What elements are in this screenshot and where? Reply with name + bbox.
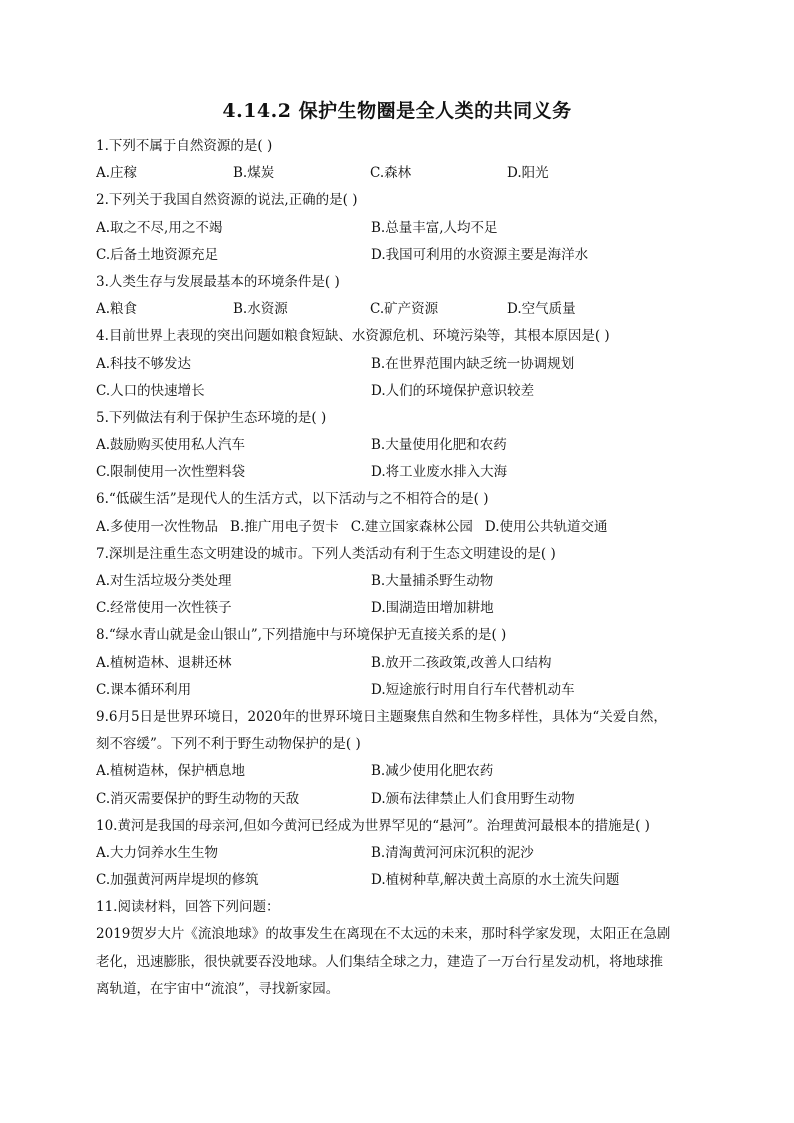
question-stem: 7.深圳是注重生态文明建设的城市。下列人类活动有利于生态文明建设的是( ) [96,545,556,562]
option-c: C.人口的快速增长 [96,382,205,399]
option-a: A.科技不够发达 [96,355,192,372]
options-row [96,595,706,622]
option-b: B.推广用电子贺卡 [230,518,339,535]
options-row [96,677,706,704]
option-b: B.总量丰富,人均不足 [371,219,498,236]
option-a: A.多使用一次性物品 [96,518,219,535]
question-list [96,133,706,1003]
option-d: D.空气质量 [507,301,576,318]
option-d: D.使用公共轨道交通 [484,518,608,535]
options-row [96,242,706,269]
options-row [96,296,706,323]
option-c: C.建立国家森林公园 [350,518,473,535]
option-d: D.将工业废水排入大海 [371,464,508,481]
option-b: B.水资源 [233,301,288,318]
question-stem: 3.人类生存与发展最基本的环境条件是( ) [96,273,340,290]
options-row [96,160,706,187]
options-row [96,432,706,459]
option-c: C.加强黄河两岸堤坝的修筑 [96,872,259,889]
option-b: B.大量使用化肥和农药 [371,437,507,454]
reading-passage-line: 老化，迅速膨胀，很快就要吞没地球。人们集结全球之力，建造了一万台行星发动机，将地球推 [96,953,663,970]
option-a: A.植树造林，保护栖息地 [96,763,246,780]
option-a: A.庄稼 [96,165,138,182]
options-row [96,378,706,405]
options-row [96,568,706,595]
option-c: C.限制使用一次性塑料袋 [96,464,246,481]
page-title: 4.14.2 保护生物圈是全人类的共同义务 [222,100,572,122]
option-c: C.后备土地资源充足 [96,246,219,263]
option-d: D.人们的环境保护意识较差 [371,382,535,399]
option-d: D.短途旅行时用自行车代替机动车 [371,681,575,698]
question-stem: 1.下列不属于自然资源的是( ) [96,138,273,154]
options-row [96,650,706,677]
option-d: D.阳光 [507,165,549,182]
question-stem: 2.下列关于我国自然资源的说法,正确的是( ) [96,192,358,209]
question-stem: 5.下列做法有利于保护生态环境的是( ) [96,409,327,426]
options-row [96,840,706,867]
option-b: B.大量捕杀野生动物 [371,573,494,589]
question-stem-line: 9.6月5日是世界环境日，2020年的世界环境日主题聚焦自然和生物多样性，具体为“关爱自然， [96,708,667,725]
option-a: A.粮食 [96,301,138,318]
options-row [96,758,706,785]
option-d: D.我国可利用的水资源主要是海洋水 [371,246,589,263]
option-d: D.植树种草,解决黄土高原的水土流失问题 [371,872,620,889]
reading-passage-line: 2019贺岁大片《流浪地球》的故事发生在离现在不太远的未来，那时科学家发现，太阳正在急剧 [96,926,671,943]
option-a: A.取之不尽,用之不竭 [96,219,223,236]
option-b: B.煤炭 [233,165,275,182]
options-row [96,459,706,486]
question-stem: 10.黄河是我国的母亲河,但如今黄河已经成为世界罕见的“悬河”。治理黄河最根本的措施是( ) [96,817,650,834]
option-c: C.课本循环利用 [96,681,192,698]
option-b: B.减少使用化肥农药 [371,763,494,780]
option-a: A.大力饲养水生生物 [96,844,219,861]
option-a: A.植树造林、退耕还林 [96,654,232,671]
options-row [96,786,706,813]
options-row [96,351,706,378]
options-row [96,867,706,894]
option-b: B.在世界范围内缺乏统一协调规划 [371,355,575,372]
question-stem: 11.阅读材料，回答下列问题： [96,899,280,916]
option-d: D.围湖造田增加耕地 [371,600,494,617]
option-c: C.消灭需要保护的野生动物的天敌 [96,790,300,807]
question-stem: 8.“绿水青山就是金山银山”,下列措施中与环境保护无直接关系的是( ) [96,627,507,644]
option-c: C.矿产资源 [370,301,439,318]
option-a: A.对生活垃圾分类处理 [96,573,232,589]
options-row [96,514,706,541]
option-b: B.清淘黄河河床沉积的泥沙 [371,844,534,861]
options-row [96,215,706,242]
question-stem: 4.目前世界上表现的突出问题如粮食短缺、水资源危机、环境污染等，其根本原因是( ) [96,328,610,345]
option-d: D.颁布法律禁止人们食用野生动物 [371,790,575,807]
option-b: B.放开二孩政策,改善人口结构 [371,654,552,671]
reading-passage-line: 离轨道，在宇宙中“流浪”，寻找新家园。 [96,980,340,997]
option-c: C.经常使用一次性筷子 [96,600,232,617]
option-c: C.森林 [370,165,412,182]
question-stem-line: 刻不容缓”。下列不利于野生动物保护的是( ) [96,736,361,753]
question-stem: 6.“低碳生活”是现代人的生活方式，以下活动与之不相符合的是( ) [96,491,489,508]
option-a: A.鼓励购买使用私人汽车 [96,437,246,454]
